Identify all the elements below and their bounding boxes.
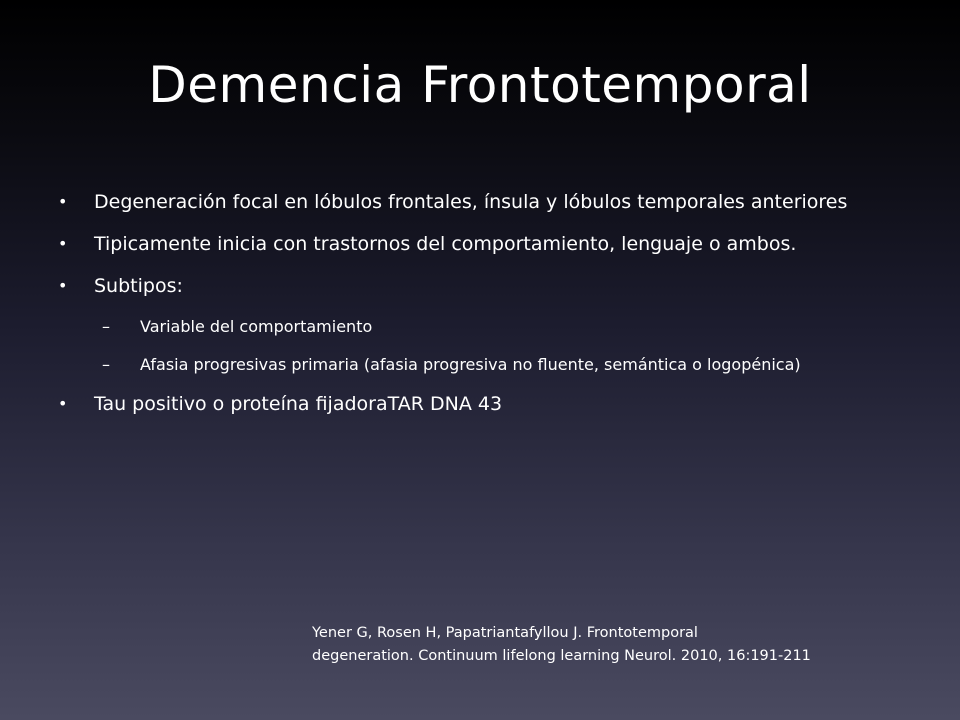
- sub-bullet-item: [58, 346, 858, 384]
- dash-icon: –: [102, 355, 110, 374]
- citation: [312, 622, 912, 668]
- bullet-text: Tipicamente inicia con trastornos del comportamiento, lenguaje o ambos.: [94, 233, 797, 255]
- bullet-dot-icon: •: [58, 394, 68, 413]
- sub-bullet-item: [58, 308, 858, 346]
- sub-bullet-text: Variable del comportamiento: [140, 317, 373, 336]
- bullet-item: [58, 224, 858, 264]
- bullet-text: Tau positivo o proteína fijadoraTAR DNA 43: [94, 393, 503, 415]
- bullet-text: Subtipos:: [94, 275, 183, 297]
- bullet-dot-icon: •: [58, 192, 68, 211]
- dash-icon: –: [102, 317, 110, 336]
- bullet-dot-icon: •: [58, 234, 68, 253]
- bullet-item: [58, 266, 858, 306]
- bullet-item: [58, 182, 858, 222]
- bullet-list: [58, 182, 858, 426]
- citation-line: degeneration. Continuum lifelong learning Neurol. 2010, 16:191-211: [312, 648, 811, 664]
- bullet-text: Degeneración focal en lóbulos frontales, ínsula y lóbulos temporales anteriores: [94, 191, 848, 213]
- bullet-item: [58, 384, 858, 424]
- citation-line: Yener G, Rosen H, Papatriantafyllou J. Frontotemporal: [312, 625, 698, 641]
- sub-bullet-text: Afasia progresivas primaria (afasia progresiva no fluente, semántica o logopénica): [140, 355, 801, 374]
- slide-title: Demencia Frontotemporal: [148, 56, 812, 114]
- bullet-dot-icon: •: [58, 276, 68, 295]
